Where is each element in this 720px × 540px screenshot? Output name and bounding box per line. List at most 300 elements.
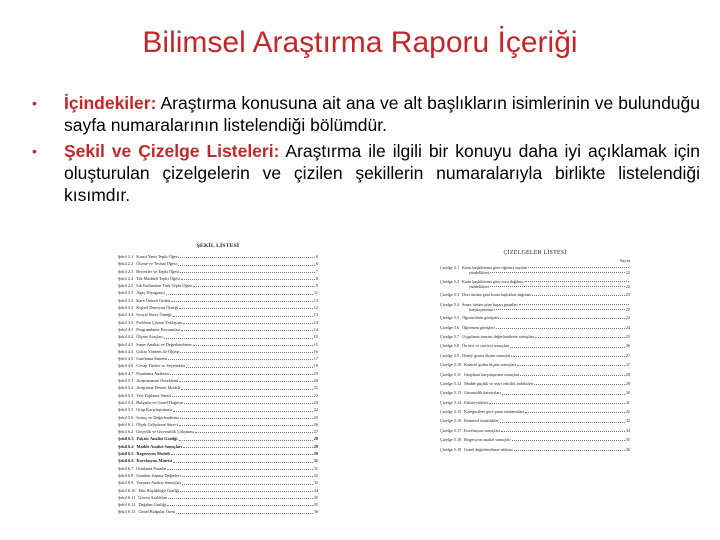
table-caption: Ön test ve son test sonuçları xyxy=(462,343,510,349)
figure-caption: Sınıflama Sistemi xyxy=(136,356,167,362)
page-number: 24 xyxy=(313,407,318,413)
list-item xyxy=(440,279,630,289)
page-number: 30 xyxy=(313,451,318,457)
leader-dots xyxy=(494,309,624,310)
table-number: Çizelge 5.7 xyxy=(440,333,460,339)
page-number: 13 xyxy=(313,312,318,318)
figure-caption: Madde Analizi Sonuçları xyxy=(136,443,183,449)
table-caption: Konu başlıklarına göre soru dağılımı xyxy=(462,278,524,284)
table-entry-line xyxy=(440,325,630,331)
list-item xyxy=(118,472,318,479)
leader-dots xyxy=(178,265,315,266)
table-caption: Grupların karşılaştırma sonuçları xyxy=(464,371,520,377)
bullet-icon: • xyxy=(32,95,37,111)
leader-dots xyxy=(193,345,313,346)
table-entry-continuation xyxy=(440,284,630,289)
figure-number: Şekil 6.5 xyxy=(118,451,134,457)
figure-caption: Ortalama Puanlar xyxy=(136,465,167,471)
figure-caption: Kare Örüntü Grubu xyxy=(136,297,170,303)
table-entry-line xyxy=(440,353,630,359)
list-item xyxy=(118,406,318,413)
leader-dots xyxy=(176,513,313,514)
page-number: 31 xyxy=(625,399,630,405)
list-item xyxy=(118,268,318,275)
table-number: Çizelge 5.11 xyxy=(440,371,462,377)
table-entry-line xyxy=(440,381,630,387)
leader-dots xyxy=(180,418,313,419)
leader-dots xyxy=(510,347,625,348)
leader-dots xyxy=(513,356,625,357)
table-number: Çizelge 5.19 xyxy=(440,446,462,452)
figure-number: Şekil 3.4 xyxy=(118,312,134,318)
table-caption: Güvenirlik katsayıları xyxy=(464,390,501,396)
table-caption-cont: yüzdelikleri xyxy=(469,270,489,276)
table-list-page xyxy=(440,250,630,495)
list-item xyxy=(118,443,318,450)
table-entry-line xyxy=(440,437,630,443)
figure-number: Şekil 3.2 xyxy=(118,297,134,303)
leader-dots xyxy=(525,412,625,413)
figure-number: Şekil 3.5 xyxy=(118,319,134,325)
table-caption: Kategorilere göre puan ortalamaları xyxy=(464,409,525,415)
page-number: 35 xyxy=(313,502,318,508)
table-number: Çizelge 5.4 xyxy=(440,301,460,307)
bullet-icon: • xyxy=(32,143,37,159)
list-item xyxy=(118,435,318,442)
figure-number: Şekil 4.4 xyxy=(118,348,134,354)
figure-caption: Dağılım Grafiği xyxy=(138,502,167,508)
page-number: 32 xyxy=(313,472,318,478)
leader-dots xyxy=(180,257,315,258)
table-entry-line xyxy=(440,418,630,424)
page-number: 20 xyxy=(313,378,318,384)
figure-caption: Bulgular ve Genel Dağılım xyxy=(136,399,183,405)
list-item xyxy=(118,501,318,508)
figure-number: Şekil 2.2 xyxy=(118,261,134,267)
page-number: 15 xyxy=(313,334,318,340)
table-number: Çizelge 5.17 xyxy=(440,427,462,433)
list-item xyxy=(118,377,318,384)
figure-caption: Genel Bulgular Özeti xyxy=(138,509,176,515)
figure-caption: Sık Kullanılan Türk Tepki Öğesi xyxy=(136,283,193,289)
list-item xyxy=(118,311,318,318)
table-caption-cont: karşılaştırması xyxy=(469,306,494,312)
figure-caption: Kişisel Deneyim Örneği xyxy=(136,305,179,311)
figure-caption: Sınav Analizi ve Değerlendirme xyxy=(136,341,192,347)
list-item xyxy=(440,409,630,415)
leader-dots xyxy=(168,359,313,360)
page-number: 6 xyxy=(315,254,318,259)
table-number: Çizelge 5.13 xyxy=(440,390,462,396)
page-number: 6 xyxy=(315,261,318,267)
figure-caption: Kısmi Yanıt Tepki Öğesi xyxy=(136,254,179,259)
figure-number: Şekil 2.4 xyxy=(118,275,134,281)
table-number: Çizelge 5.1 xyxy=(440,265,460,270)
figure-number: Şekil 3.3 xyxy=(118,305,134,311)
list-item xyxy=(118,341,318,348)
leader-dots xyxy=(166,294,313,295)
table-entry-line xyxy=(440,292,630,298)
bullet-term: İçindekiler: xyxy=(64,93,157,113)
list-item xyxy=(118,465,318,472)
list-item xyxy=(440,390,630,396)
leader-dots xyxy=(184,403,313,404)
leader-dots xyxy=(501,431,625,432)
list-item xyxy=(440,315,630,321)
table-number: Çizelge 5.5 xyxy=(440,315,460,321)
figure-caption: Regresyon Modeli xyxy=(136,451,170,457)
figure-caption: Problem Çözme Yaklaşımı xyxy=(136,319,183,325)
table-list-title: ÇİZELGELER LİSTESİ xyxy=(503,250,567,256)
page-number: 24 xyxy=(625,315,630,321)
figure-number: Şekil 4.1 xyxy=(118,326,134,332)
list-item xyxy=(440,372,630,378)
table-entry-line xyxy=(440,315,630,321)
leader-dots xyxy=(528,267,629,268)
page-number: 23 xyxy=(625,292,630,298)
table-caption: Öğretmen görüşleri xyxy=(462,324,495,330)
page-number: 25 xyxy=(625,333,630,339)
page-number: 31 xyxy=(313,458,318,464)
leader-dots xyxy=(179,425,313,426)
list-item xyxy=(118,333,318,340)
figure-number: Şekil 4.2 xyxy=(118,334,134,340)
leader-dots xyxy=(489,403,625,404)
list-item xyxy=(118,399,318,406)
figure-number: Şekil 6.2 xyxy=(118,429,134,435)
table-caption: Ders türüne göre konu başlıkları dağılımı xyxy=(462,292,532,298)
list-item xyxy=(440,437,630,443)
leader-dots xyxy=(534,384,625,385)
leader-dots xyxy=(490,272,625,273)
page-number: 21 xyxy=(313,385,318,391)
list-item xyxy=(118,414,318,421)
list-item xyxy=(118,421,318,428)
table-number: Çizelge 5.3 xyxy=(440,292,460,298)
page-number: 14 xyxy=(313,326,318,332)
figure-number: Şekil 5.1 xyxy=(118,378,134,384)
leader-dots xyxy=(532,295,625,296)
figure-caption: Ölçme ve Tesisat Öğesi xyxy=(136,261,177,267)
leader-dots xyxy=(502,394,625,395)
page-number: 29 xyxy=(313,443,318,449)
watermark-icon: ⟋ xyxy=(555,357,581,388)
figure-number: Şekil 4.5 xyxy=(118,356,134,362)
figure-list-rows xyxy=(118,253,318,516)
figure-caption: Beceriler ve Tepki Öğesi xyxy=(136,268,179,274)
figure-number: Şekil 6.3 xyxy=(118,436,134,442)
list-item xyxy=(440,325,630,331)
page-number: 8 xyxy=(315,275,318,281)
leader-dots xyxy=(514,450,625,451)
leader-dots xyxy=(172,396,312,397)
page-number: 34 xyxy=(313,487,318,493)
bullet-item-icindekiler xyxy=(30,92,700,136)
page-number: 32 xyxy=(625,409,630,415)
page-number: 22 xyxy=(625,283,630,289)
list-item xyxy=(440,447,630,453)
figure-caption: Puanlama Anahtarı xyxy=(136,370,170,376)
page-number: 27 xyxy=(625,362,630,368)
figure-caption: Veri Toplama Süreci xyxy=(136,392,172,398)
page-number: 24 xyxy=(625,324,630,330)
list-item xyxy=(118,428,318,435)
table-entry-line xyxy=(440,390,630,396)
table-caption: Kontrol grubu ölçüm sonuçları xyxy=(464,362,516,368)
page-number: 31 xyxy=(313,465,318,471)
leader-dots xyxy=(179,381,312,382)
page-number: 29 xyxy=(625,380,630,386)
figure-caption: Faktör Analizi Grafiği xyxy=(136,436,178,442)
leader-dots xyxy=(193,286,314,287)
figure-caption: Standart Sapma Değerleri xyxy=(136,472,181,478)
leader-dots xyxy=(180,491,312,492)
list-item xyxy=(118,289,318,296)
page-column-header: Sayfa xyxy=(619,258,630,263)
list-item xyxy=(118,260,318,267)
leader-dots xyxy=(525,281,629,282)
list-item xyxy=(118,457,318,464)
figure-number: Şekil 4.7 xyxy=(118,370,134,376)
list-item xyxy=(440,265,630,275)
leader-dots xyxy=(168,498,312,499)
table-number: Çizelge 5.15 xyxy=(440,409,462,415)
page-number: 16 xyxy=(313,348,318,354)
figure-list-title: ŞEKİL LİSTESİ xyxy=(196,243,240,249)
figure-caption: Ağaç Diyagramı xyxy=(136,290,165,296)
page-number: 23 xyxy=(313,399,318,405)
table-caption: Konu başlıklarına göre öğrenci sayıları xyxy=(462,265,528,270)
page-number: 28 xyxy=(625,371,630,377)
figure-caption: Programlama Kavramları xyxy=(136,326,181,332)
figure-caption: Ölçek Geliştirme Süreci xyxy=(136,421,178,427)
leader-dots xyxy=(500,318,625,319)
leader-dots xyxy=(179,440,313,441)
leader-dots xyxy=(490,286,625,287)
table-entry-line xyxy=(440,400,630,406)
table-number: Çizelge 5.12 xyxy=(440,380,462,386)
table-list-rows xyxy=(440,265,630,453)
figure-number: Şekil 6.6 xyxy=(118,458,134,464)
table-caption: Madde güçlük ve ayırt edicilik indeksleri xyxy=(464,380,534,386)
figure-number: Şekil 2.5 xyxy=(118,283,134,289)
table-number: Çizelge 5.14 xyxy=(440,399,462,405)
list-item xyxy=(118,304,318,311)
figure-number: Şekil 6.4 xyxy=(118,443,134,449)
figure-number: Şekil 2.1 xyxy=(118,254,134,259)
figure-caption: Ölçme Araçları xyxy=(136,334,163,340)
table-caption: Betimsel istatistikler xyxy=(464,418,499,424)
figure-number: Şekil 6.7 xyxy=(118,465,134,471)
table-caption: Regresyon analizi sonuçları xyxy=(464,437,511,443)
figure-number: Şekil 5.3 xyxy=(118,392,134,398)
page-number: 26 xyxy=(625,343,630,349)
page-number: 35 xyxy=(313,494,318,500)
figure-number: Şekil 2.3 xyxy=(118,268,134,274)
leader-dots xyxy=(167,505,313,506)
figure-number: Şekil 6.10 xyxy=(118,487,136,493)
leader-dots xyxy=(171,301,313,302)
list-item xyxy=(118,487,318,494)
page-number: 15 xyxy=(313,341,318,347)
list-item xyxy=(118,326,318,333)
figure-number: Şekil 5.2 xyxy=(118,385,134,391)
leader-dots xyxy=(181,279,315,280)
figure-caption: Güven Aralıkları xyxy=(138,494,168,500)
table-entry-line xyxy=(440,334,630,340)
page-number: 23 xyxy=(625,306,630,312)
figure-caption: Etki Büyüklüğü Grafiği xyxy=(138,487,180,493)
list-item xyxy=(118,275,318,282)
table-caption: Sınav türüne göre başarı puanları xyxy=(462,301,518,307)
figure-caption: Sosyal Süreç Örneği xyxy=(136,312,172,318)
table-number: Çizelge 5.8 xyxy=(440,343,460,349)
leader-dots xyxy=(182,476,313,477)
table-caption: Deney grubu ölçüm sonuçları xyxy=(462,352,512,358)
page-number: 13 xyxy=(313,319,318,325)
list-item xyxy=(440,428,630,434)
figure-number: Şekil 5.4 xyxy=(118,399,134,405)
page-number: 30 xyxy=(625,390,630,396)
page-number: 27 xyxy=(313,429,318,435)
page-number: 36 xyxy=(625,446,630,452)
page-number: 7 xyxy=(315,268,318,274)
leader-dots xyxy=(173,462,313,463)
list-item xyxy=(118,362,318,369)
page-number: 27 xyxy=(625,352,630,358)
table-caption: Korelasyon sonuçları xyxy=(464,427,500,433)
bullet-text: Araştırma ile ilgili bir konuyu daha iyi açıklamak için oluşturulan çizelgelerin ve çizilen şekillerin numaralarıyla birlikte listelendiği kısımdır. xyxy=(64,141,700,205)
leader-dots xyxy=(182,484,313,485)
list-item xyxy=(118,319,318,326)
leader-dots xyxy=(512,440,625,441)
list-item xyxy=(118,370,318,377)
leader-dots xyxy=(173,316,313,317)
list-item xyxy=(118,450,318,457)
figure-number: Şekil 4.3 xyxy=(118,341,134,347)
figure-caption: Çoklu Yöntem ile Ölçme xyxy=(136,348,180,354)
figure-number: Şekil 6.9 xyxy=(118,480,134,486)
table-number: Çizelge 5.18 xyxy=(440,437,462,443)
table-number: Çizelge 5.2 xyxy=(440,278,460,284)
slide-title: Bilimsel Araştırma Raporu İçeriği xyxy=(142,26,578,59)
leader-dots xyxy=(535,337,625,338)
leader-dots xyxy=(183,323,312,324)
list-item xyxy=(440,400,630,406)
page-number: 22 xyxy=(313,392,318,398)
figure-caption: Araştırmanın Örneklemi xyxy=(136,378,179,384)
figure-caption: Korelasyon Matrisi xyxy=(136,458,173,464)
leader-dots xyxy=(500,422,625,423)
figure-caption: Tek Maddeli Tepki Öğesi xyxy=(136,275,180,281)
page-number: 9 xyxy=(315,283,318,289)
leader-dots xyxy=(186,367,312,368)
page-number: 17 xyxy=(313,356,318,362)
page-number: 26 xyxy=(313,421,318,427)
table-entry-line xyxy=(440,428,630,434)
list-item xyxy=(118,494,318,501)
figure-caption: Geçerlik ve Güvenirlik Çalışması xyxy=(136,429,194,435)
figure-number: Şekil 6.8 xyxy=(118,472,134,478)
leader-dots xyxy=(170,374,313,375)
page-number: 35 xyxy=(625,437,630,443)
leader-dots xyxy=(181,389,313,390)
figure-number: Şekil 4.6 xyxy=(118,363,134,369)
figure-caption: Grup Karşılaştırması xyxy=(136,407,173,413)
list-item xyxy=(118,282,318,289)
figure-caption: Araştırma Deseni Modeli xyxy=(136,385,180,391)
leader-dots xyxy=(167,469,312,470)
leader-dots xyxy=(183,447,313,448)
table-caption-cont: yüzdelikleri xyxy=(469,283,489,289)
table-entry-line xyxy=(440,372,630,378)
list-item xyxy=(440,334,630,340)
figure-caption: Sonuç ve Değerlendirme xyxy=(136,414,179,420)
page-number: 36 xyxy=(313,509,318,515)
page-number: 34 xyxy=(625,427,630,433)
list-item xyxy=(118,392,318,399)
bullet-term: Şekil ve Çizelge Listeleri: xyxy=(64,141,280,161)
list-item xyxy=(118,348,318,355)
table-caption: Uygulama sonrası değerlendirme sonuçları xyxy=(462,333,535,339)
table-caption: Öğrencilerin görüşleri xyxy=(462,315,500,321)
table-entry-continuation xyxy=(440,270,630,275)
leader-dots xyxy=(519,304,629,305)
list-item xyxy=(440,292,630,298)
page-number: 19 xyxy=(313,370,318,376)
figure-number: Şekil 5.5 xyxy=(118,407,134,413)
table-number: Çizelge 5.16 xyxy=(440,418,462,424)
table-entry-line xyxy=(440,409,630,415)
leader-dots xyxy=(180,352,312,353)
figure-number: Şekil 6.11 xyxy=(118,494,136,500)
figure-number: Şekil 6.1 xyxy=(118,421,134,427)
leader-dots xyxy=(171,454,313,455)
list-item xyxy=(440,418,630,424)
table-entry-line xyxy=(440,362,630,368)
list-item xyxy=(440,362,630,368)
figure-number: Şekil 6.13 xyxy=(118,509,136,515)
table-entry-continuation xyxy=(440,307,630,312)
figure-number: Şekil 3.1 xyxy=(118,290,134,296)
table-entry-line xyxy=(440,343,630,349)
page-number: 25 xyxy=(313,414,318,420)
page-number: 11 xyxy=(313,290,318,296)
page-number: 28 xyxy=(313,436,318,442)
list-item xyxy=(118,384,318,391)
list-item xyxy=(440,353,630,359)
table-number: Çizelge 5.6 xyxy=(440,324,460,330)
list-item xyxy=(440,302,630,312)
list-item xyxy=(118,253,318,260)
figure-number: Şekil 6.12 xyxy=(118,502,136,508)
leader-dots xyxy=(164,338,313,339)
bullet-text: Araştırma konusuna ait ana ve alt başlıkların isimlerinin ve bulunduğu sayfa numaralarının listelendiği bölümdür. xyxy=(64,93,700,135)
bullet-item-sekil-cizelge xyxy=(30,140,700,206)
table-number: Çizelge 5.9 xyxy=(440,352,460,358)
leader-dots xyxy=(181,330,313,331)
leader-dots xyxy=(496,328,625,329)
list-item xyxy=(118,508,318,515)
leader-dots xyxy=(173,411,313,412)
figure-number: Şekil 5.6 xyxy=(118,414,134,420)
list-item xyxy=(440,343,630,349)
page-number: 18 xyxy=(313,363,318,369)
table-caption: Genel değerlendirme tablosu xyxy=(464,446,513,452)
list-item xyxy=(440,381,630,387)
figure-list-page xyxy=(118,243,318,515)
list-item xyxy=(118,479,318,486)
